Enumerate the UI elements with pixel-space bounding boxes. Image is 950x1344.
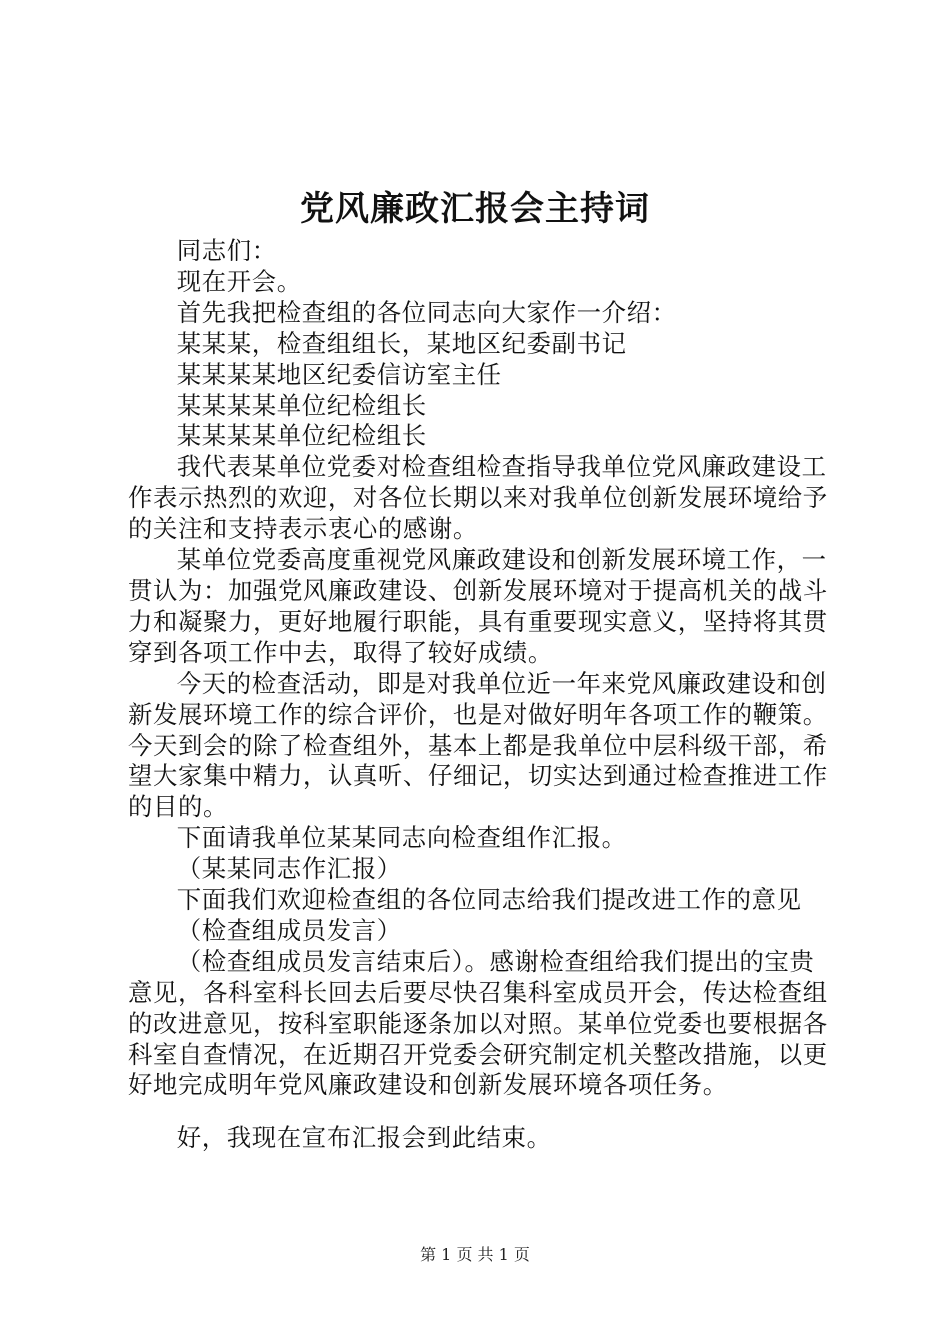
paragraph-importance: 某单位党委高度重视党风廉政建设和创新发展环境工作，一贯认为：加强党风廉政建设、创新发展环境对于提高机关的战斗力和凝聚力，更好地履行职能，具有重要现实意义，坚持将其贯穿到各项工作中去，取得了较好成绩。 (128, 545, 828, 667)
paragraph-inspection: 今天的检查活动，即是对我单位近一年来党风廉政建设和创新发展环境工作的综合评价，也是对做好明年各项工作的鞭策。今天到会的除了检查组外，基本上都是我单位中层科级干部，希望大家集中精力，认真听、仔细记，切实达到通过检查推进工作的目的。 (128, 668, 828, 822)
paragraph-open-meeting: 现在开会。 (176, 266, 302, 296)
paragraph-closing: 好，我现在宣布汇报会到此结束。 (176, 1123, 552, 1153)
paragraph-report-note: （某某同志作汇报） (176, 854, 402, 884)
document-title: 党风廉政汇报会主持词 (300, 189, 650, 229)
paragraph-report-request: 下面请我单位某某同志向检查组作汇报。 (176, 823, 627, 853)
paragraph-greeting: 同志们： (176, 236, 277, 265)
paragraph-thanks: （检查组成员发言结束后）。感谢检查组给我们提出的宝贵意见，各科室科长回去后要尽快召集科室成员开会，传达检查组的改进意见，按科室职能逐条加以对照。某单位党委也要根据各科室自查情况，在近期召开党委会研究制定机关整改措施，以更好地完成明年党风廉政建设和创新发展环境各项任务。 (128, 946, 828, 1100)
paragraph-member-1: 某某某，检查组组长，某地区纪委副书记 (176, 328, 627, 358)
paragraph-opinions-note: （检查组成员发言） (176, 915, 402, 945)
paragraph-member-4: 某某某某单位纪检组长 (176, 421, 427, 451)
paragraph-opinions-request: 下面我们欢迎检查组的各位同志给我们提改进工作的意见 (176, 885, 802, 915)
paragraph-welcome: 我代表某单位党委对检查组检查指导我单位党风廉政建设工作表示热烈的欢迎，对各位长期以来对我单位创新发展环境给予的关注和支持表示衷心的感谢。 (128, 452, 828, 544)
page-number-footer: 第 1 页 共 1 页 (420, 1245, 530, 1264)
document-body (128, 236, 834, 1154)
paragraph-member-2: 某某某某地区纪委信访室主任 (176, 359, 502, 389)
paragraph-member-3: 某某某某单位纪检组长 (176, 390, 427, 420)
paragraph-introduction: 首先我把检查组的各位同志向大家作一介绍： (176, 297, 677, 327)
